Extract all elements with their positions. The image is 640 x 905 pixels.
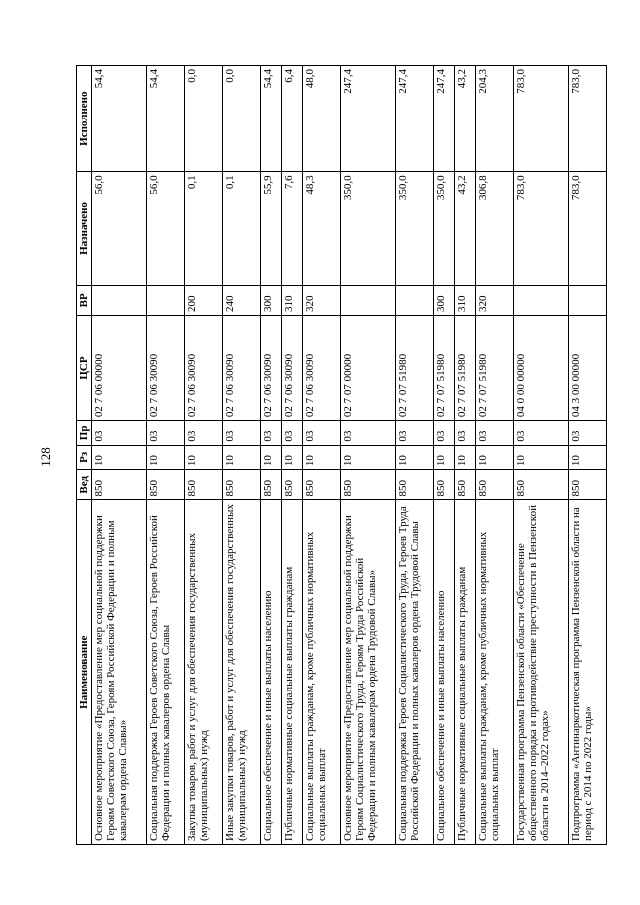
cell-pr: 03 xyxy=(281,421,302,446)
cell-assigned: 48,3 xyxy=(303,172,341,285)
table-row xyxy=(146,66,184,845)
page-number: 128 xyxy=(38,447,53,467)
cell-vr: 320 xyxy=(476,285,514,315)
cell-vr xyxy=(146,285,184,315)
cell-name: Закупка товаров, работ и услуг для обеспечения государственных (муниципальных) нужд xyxy=(184,500,222,845)
cell-ved: 850 xyxy=(476,470,514,500)
cell-rz: 10 xyxy=(514,445,569,470)
cell-assigned: 56,0 xyxy=(92,172,147,285)
cell-rz: 10 xyxy=(184,445,222,470)
cell-csr: 02 7 07 51980 xyxy=(433,315,454,420)
cell-vr xyxy=(341,285,396,315)
cell-pr: 03 xyxy=(568,421,606,446)
cell-executed: 783,0 xyxy=(568,66,606,172)
cell-executed: 247,4 xyxy=(433,66,454,172)
cell-pr: 03 xyxy=(433,421,454,446)
cell-assigned: 783,0 xyxy=(568,172,606,285)
cell-executed: 0,0 xyxy=(184,66,222,172)
cell-rz: 10 xyxy=(341,445,396,470)
cell-name: Подпрограмма «Антинаркотическая программа Пензенской области на период с 2014 по 2022 годы» xyxy=(568,500,606,845)
cell-csr: 02 7 06 00000 xyxy=(92,315,147,420)
cell-name: Социальная поддержка Героев Социалистического Труда, Героев Труда Российской Федерации и полных кавалеров ордена Трудовой Славы xyxy=(395,500,433,845)
cell-pr: 03 xyxy=(341,421,396,446)
cell-executed: 6,4 xyxy=(281,66,302,172)
cell-executed: 0,0 xyxy=(222,66,260,172)
cell-vr xyxy=(92,285,147,315)
cell-pr: 03 xyxy=(395,421,433,446)
cell-csr: 02 7 06 30090 xyxy=(222,315,260,420)
cell-csr: 02 7 06 30090 xyxy=(281,315,302,420)
header-ved: Вед xyxy=(77,470,92,500)
cell-executed: 247,4 xyxy=(341,66,396,172)
header-pr: Пр xyxy=(77,421,92,446)
table-row xyxy=(395,66,433,845)
cell-assigned: 350,0 xyxy=(341,172,396,285)
header-csr: ЦСР xyxy=(77,315,92,420)
cell-rz: 10 xyxy=(395,445,433,470)
cell-assigned: 43,2 xyxy=(454,172,475,285)
table-row xyxy=(92,66,147,845)
cell-name: Публичные нормативные социальные выплаты гражданам xyxy=(281,500,302,845)
table-row xyxy=(281,66,302,845)
cell-ved: 850 xyxy=(92,470,147,500)
cell-rz: 10 xyxy=(222,445,260,470)
cell-executed: 54,4 xyxy=(146,66,184,172)
cell-executed: 54,4 xyxy=(260,66,281,172)
cell-executed: 783,0 xyxy=(514,66,569,172)
cell-csr: 04 3 00 00000 xyxy=(568,315,606,420)
cell-vr: 200 xyxy=(184,285,222,315)
budget-table xyxy=(76,65,607,845)
header-executed: Исполнено xyxy=(77,66,92,172)
cell-pr: 03 xyxy=(303,421,341,446)
table-row xyxy=(454,66,475,845)
cell-vr xyxy=(395,285,433,315)
cell-name: Социальные выплаты гражданам, кроме публичных нормативных социальных выплат xyxy=(476,500,514,845)
cell-ved: 850 xyxy=(395,470,433,500)
cell-csr: 02 7 06 30090 xyxy=(303,315,341,420)
cell-rz: 10 xyxy=(281,445,302,470)
table-row xyxy=(514,66,569,845)
cell-assigned: 55,9 xyxy=(260,172,281,285)
cell-assigned: 350,0 xyxy=(395,172,433,285)
cell-name: Основное мероприятие «Предоставление мер социальной поддержки Героям Социалистического Труда, Героям Труда Российской Федерации и полным кавалерам ордена Трудовой Славы» xyxy=(341,500,396,845)
cell-executed: 43,2 xyxy=(454,66,475,172)
cell-ved: 850 xyxy=(433,470,454,500)
cell-ved: 850 xyxy=(514,470,569,500)
cell-assigned: 56,0 xyxy=(146,172,184,285)
cell-rz: 10 xyxy=(92,445,147,470)
cell-name: Социальное обеспечение и иные выплаты населению xyxy=(433,500,454,845)
cell-assigned: 306,8 xyxy=(476,172,514,285)
cell-rz: 10 xyxy=(568,445,606,470)
cell-ved: 850 xyxy=(454,470,475,500)
rotated-table-container xyxy=(76,65,607,845)
cell-assigned: 783,0 xyxy=(514,172,569,285)
cell-name: Основное мероприятие «Предоставление мер социальной поддержки Героям Советского Союза, Героям Российской Федерации и полным кавалерам ордена Славы» xyxy=(92,500,147,845)
table-row xyxy=(222,66,260,845)
cell-name: Социальное обеспечение и иные выплаты населению xyxy=(260,500,281,845)
table-row xyxy=(341,66,396,845)
table-row xyxy=(260,66,281,845)
cell-csr: 02 7 06 30090 xyxy=(260,315,281,420)
cell-pr: 03 xyxy=(184,421,222,446)
cell-ved: 850 xyxy=(303,470,341,500)
cell-vr: 240 xyxy=(222,285,260,315)
cell-name: Социальные выплаты гражданам, кроме публичных нормативных социальных выплат xyxy=(303,500,341,845)
cell-ved: 850 xyxy=(184,470,222,500)
header-rz: Рз xyxy=(77,445,92,470)
cell-csr: 02 7 07 00000 xyxy=(341,315,396,420)
cell-vr: 300 xyxy=(433,285,454,315)
table-row xyxy=(568,66,606,845)
cell-ved: 850 xyxy=(341,470,396,500)
cell-rz: 10 xyxy=(454,445,475,470)
cell-pr: 03 xyxy=(454,421,475,446)
cell-rz: 10 xyxy=(476,445,514,470)
cell-executed: 247,4 xyxy=(395,66,433,172)
cell-pr: 03 xyxy=(260,421,281,446)
cell-vr xyxy=(568,285,606,315)
cell-assigned: 0,1 xyxy=(222,172,260,285)
cell-csr: 04 0 00 00000 xyxy=(514,315,569,420)
table-header-row xyxy=(77,66,92,845)
cell-ved: 850 xyxy=(281,470,302,500)
cell-ved: 850 xyxy=(260,470,281,500)
cell-ved: 850 xyxy=(146,470,184,500)
cell-rz: 10 xyxy=(433,445,454,470)
cell-name: Государственная программа Пензенской области «Обеспечение общественного порядка и противодействие преступности в Пензенской области в 2014–2022 годах» xyxy=(514,500,569,845)
cell-ved: 850 xyxy=(568,470,606,500)
table-row xyxy=(303,66,341,845)
cell-csr: 02 7 06 30090 xyxy=(146,315,184,420)
cell-csr: 02 7 07 51980 xyxy=(395,315,433,420)
cell-name: Публичные нормативные социальные выплаты гражданам xyxy=(454,500,475,845)
cell-csr: 02 7 07 51980 xyxy=(454,315,475,420)
header-name: Наименование xyxy=(77,500,92,845)
cell-pr: 03 xyxy=(476,421,514,446)
cell-vr: 310 xyxy=(454,285,475,315)
cell-executed: 48,0 xyxy=(303,66,341,172)
cell-executed: 54,4 xyxy=(92,66,147,172)
cell-name: Иные закупки товаров, работ и услуг для обеспечения государственных (муниципальных) нужд xyxy=(222,500,260,845)
cell-csr: 02 7 06 30090 xyxy=(184,315,222,420)
cell-rz: 10 xyxy=(260,445,281,470)
cell-assigned: 0,1 xyxy=(184,172,222,285)
table-row xyxy=(184,66,222,845)
table-row xyxy=(476,66,514,845)
cell-name: Социальная поддержка Героев Советского Союза, Героев Российской Федерации и полных кавалеров ордена Славы xyxy=(146,500,184,845)
cell-assigned: 350,0 xyxy=(433,172,454,285)
cell-vr: 310 xyxy=(281,285,302,315)
cell-rz: 10 xyxy=(146,445,184,470)
cell-pr: 03 xyxy=(146,421,184,446)
cell-vr: 320 xyxy=(303,285,341,315)
cell-pr: 03 xyxy=(222,421,260,446)
cell-vr: 300 xyxy=(260,285,281,315)
cell-pr: 03 xyxy=(92,421,147,446)
cell-executed: 204,3 xyxy=(476,66,514,172)
table-row xyxy=(433,66,454,845)
cell-vr xyxy=(514,285,569,315)
cell-rz: 10 xyxy=(303,445,341,470)
cell-ved: 850 xyxy=(222,470,260,500)
header-vr: ВР xyxy=(77,285,92,315)
cell-pr: 03 xyxy=(514,421,569,446)
header-assigned: Назначено xyxy=(77,172,92,285)
cell-csr: 02 7 07 51980 xyxy=(476,315,514,420)
cell-assigned: 7,6 xyxy=(281,172,302,285)
